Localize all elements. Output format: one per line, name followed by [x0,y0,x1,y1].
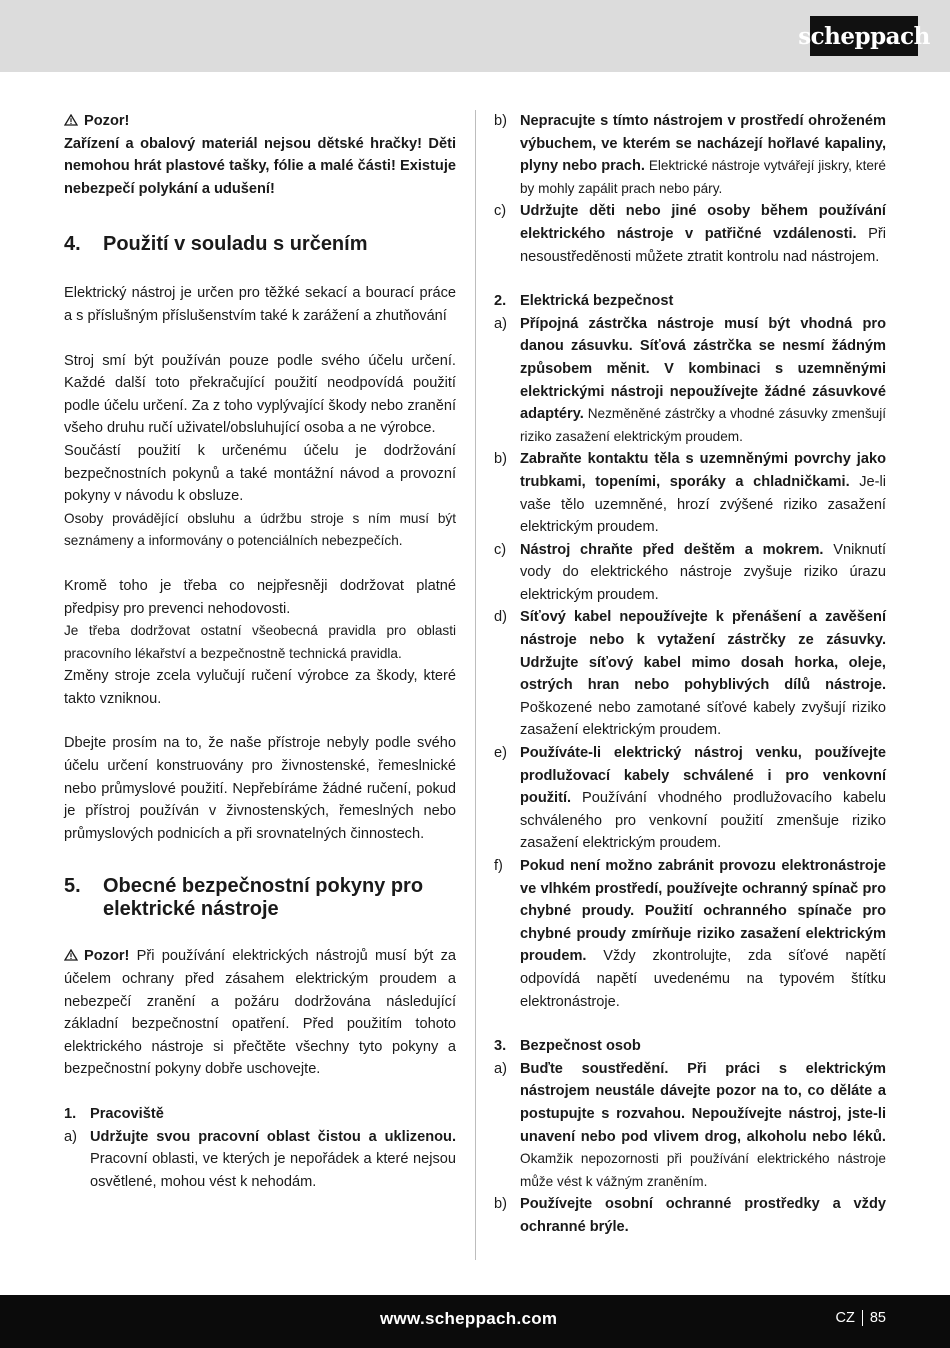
item-text: Pracovní oblasti, ve kterých je nepořádek a které nejsou osvětlené, mohou vést k nehodám. [90,1151,456,1190]
header-bar [0,0,950,72]
subsection-title: Elektrická bezpečnost [520,293,674,310]
item-label: a) [494,315,507,332]
list-item [494,539,886,607]
item-text: Je-li vaše tělo uzemněné, hrozí zvýšené riziko zasažení elektrickým proudem. [520,473,886,536]
left-column [64,110,456,1193]
footer-separator [862,1310,863,1326]
item-bold-text: Pokud není možno zabránit provozu elektronástroje ve vlhkém prostředí, používejte ochranný spínač pro chybné proudy. Použití ochranného spínače pro chybné proudy zmírňuje riziko zasažení elektrickým proudem. [520,858,886,965]
section-title: Obecné bezpečnostní pokyny pro elektrické nástroje [103,875,424,921]
item-label: f) [494,858,503,874]
list-item [494,1193,886,1238]
item-bold-text: Udržujte svou pracovní oblast čistou a uklizenou. [90,1128,456,1145]
section-number: 5. [64,875,81,898]
subsection-heading [494,290,886,313]
item-text: Poškozené nebo zamotané síťové kabely zvyšují riziko zasažení elektrickým proudem. [520,699,886,739]
section-number: 4. [64,233,81,256]
item-text: Okamžik nepozornosti při používání elektrického nástroje může vést k vážným zraněním. [520,1151,886,1189]
item-label: a) [64,1128,77,1145]
item-bold-text: Používejte osobní ochranné prostředky a vždy ochranné brýle. [520,1196,886,1235]
item-text: Používání vhodného prodlužovacího kabelu schváleného pro venkovní použití zmenšuje riziko zasažení elektrickým proudem. [520,790,886,852]
paragraph: Dbejte prosím na to, že naše přístroje nebyly podle svého účelu určení konstruovány pro živnostenské, řemeslnické nebo průmyslové použití. Nepřebíráme žádné ručení, pokud je přístroj používán v živnostenských, řemeslných nebo průmyslových podnicích a při srovnatelných činnostech. [64,735,456,842]
language-code: CZ [835,1310,855,1326]
section-4-heading [64,233,456,256]
subsection-title: Bezpečnost osob [520,1038,641,1055]
item-text: Při nesoustředěnosti můžete ztratit kontrolu nad nástrojem. [520,225,887,265]
list-item [494,606,886,742]
page-number: 85 [869,1310,886,1326]
subsection-number: 2. [494,293,507,310]
item-text: Elektrické nástroje vytvářejí jiskry, které by mohly zapálit prach nebo páry. [520,158,886,196]
item-bold-text: Používáte-li elektrický nástroj venku, používejte prodlužovací kabely schválené i pro venkovní použití. [520,745,886,807]
list-item [494,742,886,855]
paragraph: Osoby provádějící obsluhu a údržbu stroje s ním musí být seznámeny a informovány o potenciálních nebezpečích. [64,510,456,549]
subsection-heading [64,1103,456,1126]
paragraph: Elektrický nástroj je určen pro těžké sekací a bourací práce a s příslušným příslušenstvím také k zarážení a zhutňování [64,285,456,324]
item-text: Nezměněné zástrčky a vhodné zásuvky zmenšují riziko zasažení elektrickým proudem. [520,406,886,444]
website-link[interactable]: www.scheppach.com [380,1309,558,1328]
paragraph: Změny stroje zcela vylučují ručení výrobce za škody, které takto vzniknou. [64,668,456,707]
item-bold-text: Síťový kabel nepoužívejte k přenášení a zavěšení nástroje nebo k vytažení zástrčky ze zásuvky. Udržujte síťový kabel mimo dosah horka, oleje, ostrých hran nebo pohyblivých dílů nástroje. [520,609,886,694]
item-label: d) [494,609,507,626]
item-label: a) [494,1060,507,1077]
footer-bar [0,1295,950,1348]
subsection-heading [494,1035,886,1058]
paragraph: Stroj smí být používán pouze podle svého účelu určení. Každé další toto překračující použití neodpovídá použití podle účelu určení. Za z toho vyplývající škody nebo zranění všeho druhu ručí uživatel/obsluhující osoba a ne výrobce. [64,352,456,437]
item-label: b) [494,113,507,129]
paragraph: Součástí použití k určenému účelu je dodržování bezpečnostních pokynů a také montážní návod a provozní pokyny v návodu k obsluze. [64,442,456,505]
warning-label: Pozor! [84,948,130,965]
subsection-number: 3. [494,1038,507,1055]
warning-text: Zařízení a obalový materiál nejsou dětské hračky! Děti nemohou hrát plastové tašky, fólie a malé části! Existuje nebezpečí polykání a udušení! [64,135,456,197]
right-column [494,110,886,1239]
section-title: Použití v souladu s určením [103,233,368,256]
warning-heading [64,110,456,133]
subsection-number: 1. [64,1106,77,1122]
item-text: Vždy zkontrolujte, zda síťové napětí odpovídá napětí uvedenému na typovém štítku elektronástroje. [520,948,886,1010]
item-bold-text: Udržujte děti nebo jiné osoby během používání elektrického nástroje v patřičné vzdálenosti. [520,203,886,242]
item-bold-text: Nástroj chraňte před deštěm a mokrem. [520,541,824,558]
list-item [494,200,886,268]
item-bold-text: Zabraňte kontaktu těla s uzemněnými povrchy jako trubkami, topeními, sporáky a chladničkami. [520,451,886,490]
column-divider [475,110,476,1260]
item-bold-text: Buďte soustředění. Při práci s elektrickým nástrojem neustále dávejte pozor na to, co děláte a postupujte s rozvahou. Nepoužívejte nástroj, jste-li unavení nebo pod vlivem drog, alkoholu nebo léků. [520,1060,886,1145]
item-text: Vniknutí vody do elektrického nástroje zvyšuje riziko úrazu elektrickým proudem. [520,541,886,603]
paragraph: Kromě toho je třeba co nejpřesněji dodržovat platné předpisy pro prevenci nehodovosti. [64,577,456,617]
item-bold-text: Nepracujte s tímto nástrojem v prostředí ohroženém výbuchem, ve kterém se nacházejí hořlavé kapaliny, plyny nebo prach. [520,113,886,175]
list-item [494,1058,886,1194]
subsection-title: Pracoviště [90,1106,164,1122]
list-item [494,448,886,538]
item-bold-text: Přípojná zástrčka nástroje musí být vhodná pro danou zásuvku. Síťová zástrčka se nesmí žádným způsobem měnit. V kombinaci s uzemněnými elektrickými nástroji nepoužívejte žádné zásuvkové adaptéry. [520,315,886,423]
warning-body: Při používání elektrických nástrojů musí být za účelem ochrany před zásahem elektrickým proudem a nebezpečí zranění a požáru dodržována následující základní bezpečnostní opatření. Před použitím tohoto elektrického nástroje si přečtěte všechny tyto pokyny a bezpečnostní pokyny dobře uschovejte. [64,948,456,1078]
warning-title: Pozor! [84,113,130,129]
item-label: c) [494,203,507,220]
item-label: c) [494,541,507,558]
page-indicator [836,1310,886,1326]
warning-triangle-icon [64,945,78,968]
list-item [494,110,886,200]
list-item [64,1126,456,1194]
brand-logo: scheppach [810,16,918,56]
item-label: e) [494,745,507,762]
item-label: b) [494,1196,507,1213]
list-item [494,855,886,1013]
item-label: b) [494,451,507,468]
section-5-heading [64,875,456,921]
warning-triangle-icon [64,110,78,133]
paragraph: Je třeba dodržovat ostatní všeobecná pravidla pro oblasti pracovního lékařství a bezpečnostně technická pravidla. [64,623,456,661]
list-item [494,313,886,449]
safety-warning [64,945,456,1081]
